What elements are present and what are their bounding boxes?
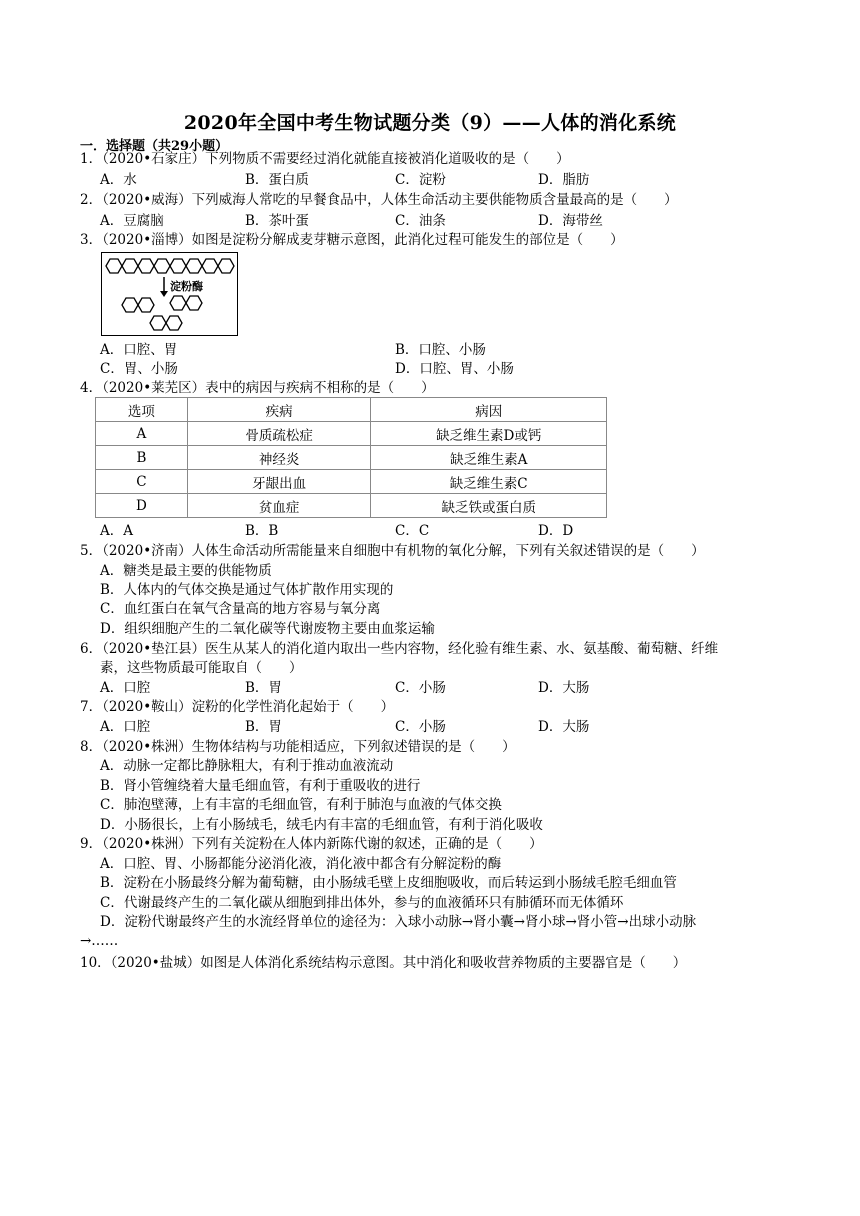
option-c: C．小肠 [395, 680, 446, 696]
option-c: C．淀粉 [395, 172, 446, 188]
hexagon-chain-diagram [102, 253, 237, 335]
table-header: 选项 [96, 398, 188, 422]
option-d: D．脂肪 [538, 172, 590, 188]
option-c: C．胃、小肠 [100, 361, 178, 377]
question-5-stem: 5．（2020•济南）人体生命活动所需能量来自细胞中有机物的氧化分解，下列有关叙述错误的是（ ） [80, 543, 705, 559]
table-cell: 缺乏维生素D或钙 [371, 422, 607, 446]
option-a: A．A [100, 523, 133, 539]
option-c: C．血红蛋白在氧气含量高的地方容易与氧分离 [100, 601, 381, 617]
option-a: A．口腔 [100, 680, 151, 696]
option-d: D．组织细胞产生的二氧化碳等代谢废物主要由血浆运输 [100, 621, 435, 637]
question-3-stem: 3．（2020•淄博）如图是淀粉分解成麦芽糖示意图，此消化过程可能发生的部位是（ ） [80, 232, 624, 248]
option-c: C．油条 [395, 213, 446, 229]
disease-cause-table [95, 397, 607, 518]
option-c: C．代谢最终产生的二氧化碳从细胞到排出体外，参与的血液循环只有肺循环而无体循环 [100, 895, 624, 911]
option-d: D．口腔、胃、小肠 [395, 361, 514, 377]
option-a: A．水 [100, 172, 137, 188]
option-b: B．口腔、小肠 [395, 342, 486, 358]
table-cell: 骨质疏松症 [187, 422, 371, 446]
table-header: 疾病 [187, 398, 371, 422]
option-a: A．动脉一定都比静脉粗大，有利于推动血液流动 [100, 758, 394, 774]
option-b: B．胃 [245, 719, 282, 735]
table-cell: 缺乏维生素C [371, 470, 607, 494]
table-cell: D [96, 494, 188, 518]
question-6-stem-continued: 素，这些物质最可能取自（ ） [100, 660, 303, 676]
table-row [96, 446, 607, 470]
option-b: B．胃 [245, 680, 282, 696]
table-cell: B [96, 446, 188, 470]
table-header-row [96, 398, 607, 422]
table-cell: 神经炎 [187, 446, 371, 470]
option-c: C．C [395, 523, 430, 539]
table-cell: 缺乏维生素A [371, 446, 607, 470]
option-c: C．小肠 [395, 719, 446, 735]
question-8-stem: 8．（2020•株洲）生物体结构与功能相适应，下列叙述错误的是（ ） [80, 739, 516, 755]
question-1-stem: 1．（2020•石家庄）下列物质不需要经过消化就能直接被消化道吸收的是（ ） [80, 151, 570, 167]
option-a: A．豆腐脑 [100, 213, 164, 229]
option-d: D．大肠 [538, 719, 590, 735]
table-header: 病因 [371, 398, 607, 422]
option-b: B．人体内的气体交换是通过气体扩散作用实现的 [100, 582, 394, 598]
option-a: A．糖类是最主要的供能物质 [100, 563, 272, 579]
option-c: C．肺泡壁薄，上有丰富的毛细血管，有利于肺泡与血液的气体交换 [100, 797, 502, 813]
question-10-stem: 10．（2020•盐城）如图是人体消化系统结构示意图。其中消化和吸收营养物质的主要器官是（ ） [80, 955, 687, 971]
option-d-continued: →…… [80, 933, 119, 949]
option-d: D．淀粉代谢最终产生的水流经肾单位的途径为：入球小动脉→肾小囊→肾小球→肾小管→出球小动脉 [100, 914, 697, 930]
table-cell: 贫血症 [187, 494, 371, 518]
table-row [96, 422, 607, 446]
option-b: B．茶叶蛋 [245, 213, 309, 229]
table-row [96, 470, 607, 494]
option-b: B．淀粉在小肠最终分解为葡萄糖，由小肠绒毛壁上皮细胞吸收，而后转运到小肠绒毛腔毛细血管 [100, 875, 677, 891]
option-d: D．D [538, 523, 574, 539]
option-a: A．口腔、胃、小肠都能分泌消化液，消化液中都含有分解淀粉的酶 [100, 856, 502, 872]
option-d: D．小肠很长，上有小肠绒毛，绒毛内有丰富的毛细血管，有利于消化吸收 [100, 817, 543, 833]
option-d: D．海带丝 [538, 213, 603, 229]
question-9-stem: 9．（2020•株洲）下列有关淀粉在人体内新陈代谢的叙述，正确的是（ ） [80, 836, 543, 852]
option-b: B．B [245, 523, 279, 539]
starch-breakdown-diagram [101, 252, 238, 336]
option-b: B．肾小管缠绕着大量毛细血管，有利于重吸收的进行 [100, 778, 421, 794]
table-cell: C [96, 470, 188, 494]
table-cell: 缺乏铁或蛋白质 [371, 494, 607, 518]
option-b: B．蛋白质 [245, 172, 309, 188]
option-a: A．口腔、胃 [100, 342, 178, 358]
table-cell: 牙龈出血 [187, 470, 371, 494]
question-7-stem: 7．（2020•鞍山）淀粉的化学性消化起始于（ ） [80, 699, 395, 715]
section-heading: 一．选择题（共29小题） [80, 139, 229, 154]
question-2-stem: 2．（2020•威海）下列威海人常吃的早餐食品中，人体生命活动主要供能物质含量最高的是（ ） [80, 192, 678, 208]
table-row [96, 494, 607, 518]
question-4-stem: 4．（2020•莱芜区）表中的病因与疾病不相称的是（ ） [80, 380, 435, 396]
document-title: 2020年全国中考生物试题分类（9）——人体的消化系统 [183, 112, 677, 134]
option-d: D．大肠 [538, 680, 590, 696]
question-6-stem: 6．（2020•垫江县）医生从某人的消化道内取出一些内容物，经化验有维生素、水、氨基酸、葡萄糖、纤维 [80, 641, 719, 657]
table-cell: A [96, 422, 188, 446]
enzyme-label: 淀粉酶 [170, 280, 203, 293]
option-a: A．口腔 [100, 719, 151, 735]
